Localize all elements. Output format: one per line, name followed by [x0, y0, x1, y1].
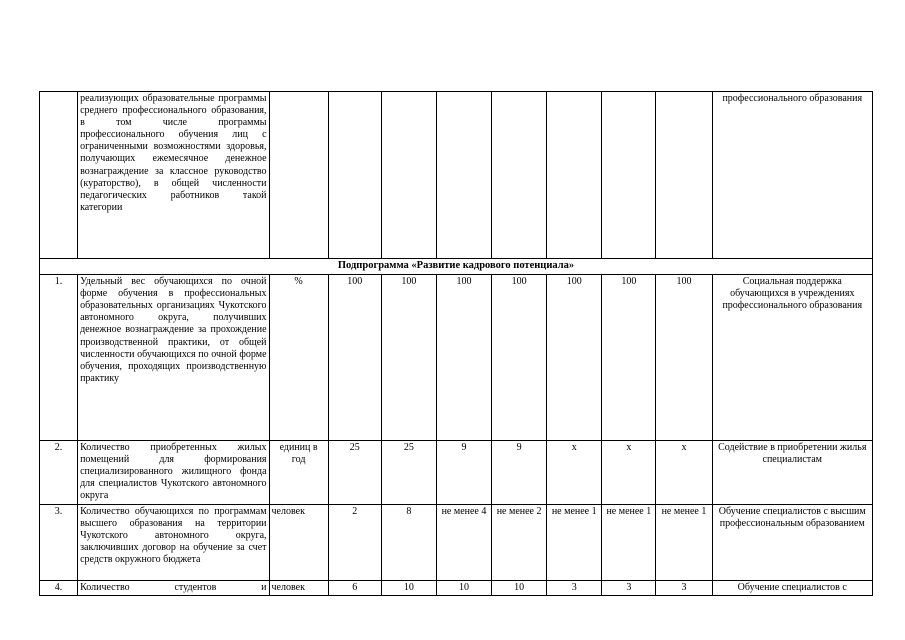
value-cell: 100: [492, 275, 547, 441]
unit-cell: человек: [269, 580, 328, 595]
value-cell: 9: [492, 441, 547, 504]
value-cell: не менее 1: [656, 504, 712, 580]
note-cell: Содействие в приобретении жилья специалистам: [712, 441, 872, 504]
indicator-name: Количество обучающихся по программам высшего образования на территории Чукотского автономного округа, заключивших договор на обучение за счет средств окружного бюджета: [78, 504, 269, 580]
value-cell: не менее 4: [436, 504, 491, 580]
value-cell: [381, 92, 436, 259]
row-number: 1.: [40, 275, 78, 441]
value-cell: не менее 2: [492, 504, 547, 580]
unit-cell: единиц в год: [269, 441, 328, 504]
table-row: [40, 92, 873, 259]
value-cell: не менее 1: [547, 504, 602, 580]
value-cell: 10: [436, 580, 491, 595]
value-cell: [656, 92, 712, 259]
table-row: [40, 441, 873, 504]
note-cell: Социальная поддержка обучающихся в учреждениях профессионального образования: [712, 275, 872, 441]
value-cell: 100: [328, 275, 381, 441]
value-cell: 100: [381, 275, 436, 441]
value-cell: 10: [381, 580, 436, 595]
value-cell: 2: [328, 504, 381, 580]
section-header-row: [40, 259, 873, 275]
value-cell: 3: [547, 580, 602, 595]
value-cell: x: [602, 441, 656, 504]
table-row: [40, 275, 873, 441]
row-number: 2.: [40, 441, 78, 504]
value-cell: 25: [381, 441, 436, 504]
value-cell: 100: [436, 275, 491, 441]
value-cell: x: [656, 441, 712, 504]
row-number: 4.: [40, 580, 78, 595]
value-cell: [328, 92, 381, 259]
value-cell: 9: [436, 441, 491, 504]
value-cell: [547, 92, 602, 259]
value-cell: 100: [547, 275, 602, 441]
value-cell: не менее 1: [602, 504, 656, 580]
row-number: 3.: [40, 504, 78, 580]
row-number: [40, 92, 78, 259]
value-cell: 10: [492, 580, 547, 595]
note-cell: Обучение специалистов с высшим профессиональным образованием: [712, 504, 872, 580]
value-cell: 100: [602, 275, 656, 441]
value-cell: 3: [656, 580, 712, 595]
value-cell: 3: [602, 580, 656, 595]
value-cell: 8: [381, 504, 436, 580]
indicator-name: Удельный вес обучающихся по очной форме обучения в профессиональных образовательных организациях Чукотского автономного округа, получивших денежное вознаграждение за прохождение производственной практики, от общей численности обучающихся по очной форме обучения, проходящих производственную практику: [78, 275, 269, 441]
value-cell: [436, 92, 491, 259]
value-cell: [602, 92, 656, 259]
program-indicators-table: [39, 91, 873, 596]
indicator-name: реализующих образовательные программы среднего профессионального образования, в том числе программы профессионального обучения лиц с ограниченными возможностями здоровья, получающих ежемесячное денежное вознаграждение за классное руководство (кураторство), в общей численности педагогических работников такой категории: [78, 92, 269, 259]
note-cell: профессионального образования: [712, 92, 872, 259]
indicator-name: Количество приобретенных жилых помещений для формирования специализированного жилищного фонда для специалистов Чукотского автономного округа: [78, 441, 269, 504]
unit-cell: %: [269, 275, 328, 441]
unit-cell: [269, 92, 328, 259]
unit-cell: человек: [269, 504, 328, 580]
value-cell: 100: [656, 275, 712, 441]
indicator-name: Количество студентов и: [78, 580, 269, 595]
table-row: [40, 580, 873, 595]
value-cell: 6: [328, 580, 381, 595]
value-cell: [492, 92, 547, 259]
section-title: Подпрограмма «Развитие кадрового потенциала»: [40, 259, 873, 275]
value-cell: x: [547, 441, 602, 504]
note-cell: Обучение специалистов с: [712, 580, 872, 595]
value-cell: 25: [328, 441, 381, 504]
table-row: [40, 504, 873, 580]
